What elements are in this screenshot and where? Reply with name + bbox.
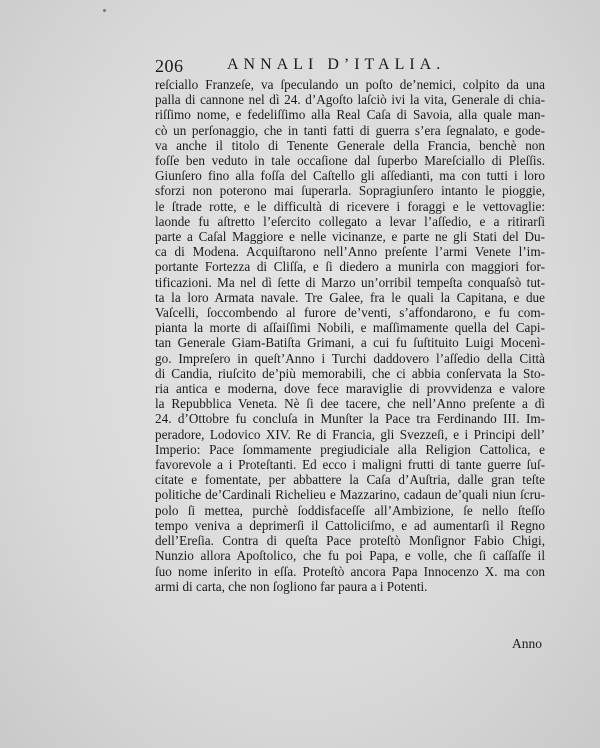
text-line: le ſtrade rotte, e le difficultà di ricevere i foraggi e le vettovaglie: <box>155 198 545 214</box>
text-line: ca di Modena. Acquiſtarono nell’Anno preſente l’armi Venete l’im- <box>155 244 545 260</box>
text-line: Giunſero fino alla foſſa del Caſtello gli aſſedianti, ma con tutti i loro <box>155 168 545 184</box>
text-line: Vaſcelli, ſoccombendo al furore de’venti, s’affondarono, e fu com- <box>155 305 545 321</box>
text-line: parte a Caſal Maggiore e nelle vicinanze, e parte ne gli Stati del Du- <box>155 229 545 245</box>
text-line: ſuo nome inſerito in eſſa. Proteſtò ancora Papa Innocenzo X. ma con <box>155 563 545 579</box>
text-line: sforzi non poterono mai ſuperarla. Sopragiunſero intanto le pioggie, <box>155 183 545 199</box>
text-line: Nunzio allora Apoſtolico, che fu poi Papa, e volle, che ſi caſſaſſe il <box>155 548 545 564</box>
text-line: reſciallo Franzeſe, va ſpeculando un poſto de’nemici, colpito da una <box>155 77 545 92</box>
running-title: ANNALI D’ITALIA. <box>227 56 446 73</box>
text-line: peradore, Lodovico XIV. Re di Francia, gli Svezzeſi, e i Principi dell’ <box>155 426 545 442</box>
text-line: foſſe ben veduto in tale occaſione dal ſuperbo Mareſciallo di Pleſſis. <box>155 153 545 169</box>
text-line: riſſimo nome, e fedeliſſimo alla Real Caſa di Savoia, alla quale man- <box>155 107 545 123</box>
text-line: favorevole a i Proteſtanti. Ed ecco i maligni frutti di tante guerre ſuſ- <box>155 457 545 473</box>
text-line: di Candia, riuſcito de’più memorabili, che ci abbia conſervata la Sto- <box>155 365 545 381</box>
text-line: ta la loro Armata navale. Tre Galee, fra le quali la Capitana, e due <box>155 289 545 305</box>
text-line: politiche de’Cardinali Richelieu e Mazzarino, cadaun de’quali niun ſcru- <box>155 487 545 503</box>
text-line: citate e fomentate, per abbattere la Caſa d’Auſtria, dalle gran teſte <box>155 472 545 488</box>
catchword: Anno <box>512 636 542 651</box>
text-line: portante Fortezza di Cliſſa, e ſi diedero a munirla con maggiori for- <box>155 259 545 275</box>
text-line: armi di carta, che non ſogliono far paura a i Potenti. <box>155 578 428 594</box>
text-line: palla di cannone nel dì 24. d’Agoſto laſciò ivi la vita, Generale di chia- <box>155 92 545 108</box>
text-line: va anche il titolo di Tenente Generale della Francia, benchè non <box>155 137 545 153</box>
text-line: 24. d’Ottobre fu concluſa in Munſter la Pace tra Ferdinando III. Im- <box>155 411 545 427</box>
text-line: tificazioni. Ma nel dì ſette di Marzo un’orribil tempeſta conquaſsò tut- <box>155 274 545 290</box>
text-line: tan Generale Giam-Batiſta Grimani, a cui fu ſuſtituito Luigi Mocenì- <box>155 335 545 351</box>
text-line: go. Impreſero in queſt’Anno i Turchi daddovero l’aſſedio della Città <box>155 350 545 366</box>
ink-speck <box>103 9 106 12</box>
text-line: polo ſi mettea, purchè ſoddisfaceſſe all’Ambizione, ſe nello ſteſſo <box>155 502 545 518</box>
text-line: la Repubblica Veneta. Nè ſi dee tacere, che nell’Anno preſente a dì <box>155 396 545 412</box>
text-line: dell’Ereſia. Contra di queſta Pace proteſtò Monſignor Fabio Chigi, <box>155 533 545 549</box>
text-line: ria antica e moderna, dove fece maraviglie di provvidenza e valore <box>155 381 545 397</box>
body-text <box>155 77 545 594</box>
text-line: pianta la morte di aſſaiſſimi Nobili, e maſſimamente quella del Capi- <box>155 320 545 336</box>
text-line: cò un perſonaggio, che in tanti fatti di guerra s’era ſegnalato, e gode- <box>155 122 545 138</box>
text-line: tempo veniva a deprimerſi il Cattoliciſmo, e ad aumentarſi il Regno <box>155 517 545 533</box>
text-line: Imperio: Pace ſommamente pregiudiciale alla Religion Cattolica, e <box>155 441 545 457</box>
page-number: 206 <box>155 56 184 76</box>
text-line: laonde fu aſtretto l’eſercito collegato a levar l’aſſedio, e a ritirarſi <box>155 213 545 229</box>
